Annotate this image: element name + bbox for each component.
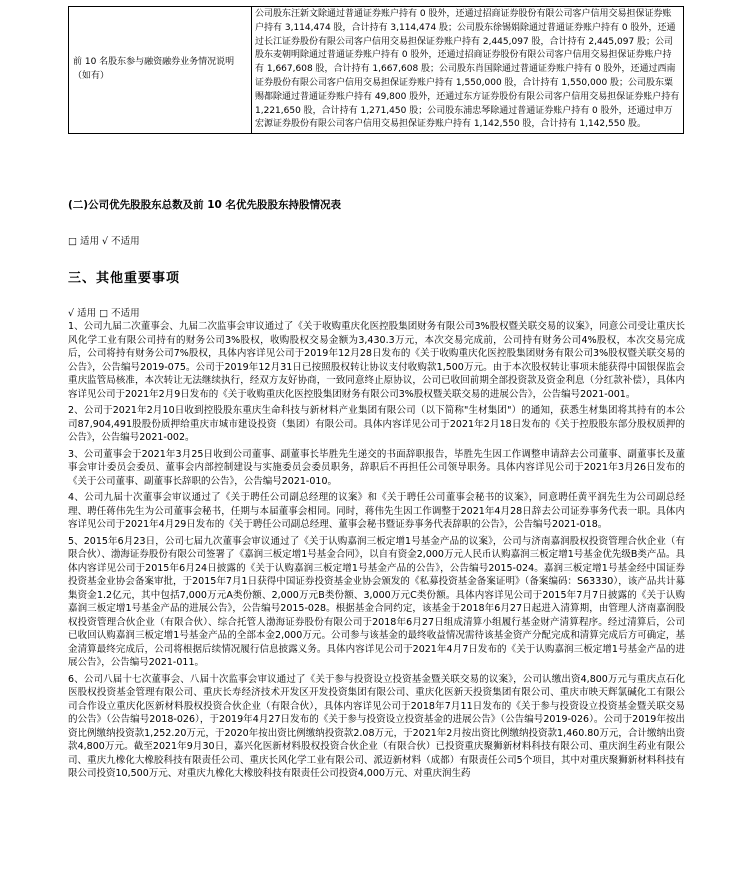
paragraph-5: 5、2015年6月23日，公司七届九次董事会审议通过了《关于认购嘉润三板定增1号基金产品的议案》，公司与济南嘉润股权投资管理合伙企业（有限合伙）、渤海证券股份有限公司签署了《嘉润三板定增1号基金合同》，以自有资金2,000万元人民币认购嘉润三板定增1号基金优先级B类产品。具体内容详见公司于2015年6月24日披露的《关于认购嘉润三板定增1号基金产品的公告》，公告编号2015-024。嘉润三板定增1号基金经中国证券投资基金业协会备案审批，于2015年7月1日获得中国证券投资基金业协会颁发的《私募投资基金备案证明》（备案编码：S63330），该产品共计募集资金1.2亿元，其中包括7,000万元A类份额、2,000万元B类份额、3,000万元C类份额。具体内容详见公司于2015年7月7日披露的《关于认购嘉润三板定增1号基金产品的进展公告》，公告编号2015-028。根据基金合同约定，该基金于2018年6月27日起进入清算期，由管理人济南嘉润股权投资管理合伙企业（有限合伙）、综合托管人渤海证券股份有限公司于2018年6月27日组成清算小组履行基金财产清算程序。经过清算后，公司已收回认购嘉润三板定增1号基金产品的全部本金2,000万元。公司参与该基金的最终收益情况需待该基金资产分配完成和清算完成后方可确定，基金清算最终完成后，公司将根据后续情况履行信息披露义务。具体内容详见公司于2021年4月7日发布的《关于认购嘉润三板定增1号基金产品的进展公告》，公告编号2021-011。 <box>68 535 685 668</box>
table-label-cell: 前 10 名股东参与融资融券业务情况说明（如有） <box>69 7 252 134</box>
paragraph-1: 1、公司九届二次董事会、九届二次监事会审议通过了《关于收购重庆化医控股集团财务有限公司3%股权暨关联交易的议案》，同意公司受让重庆长风化学工业有限公司持有的财务公司3%股权，收购股权交易金额为3,430.3万元，本次交易完成前，公司持有财务公司4%股权，本次交易完成后，公司将持有财务公司7%股权，具体内容详见公司于2019年12月28日发布的《关于收购重庆化医控股集团财务有限公司3%股权暨关联交易的公告》，公告编号2019-075。公司于2019年12月31日已按照股权转让协议支付收购款1,500万元。由于本次股权转让事项未能获得中国银保监会重庆监管局核准，本次转让无法继续执行，经双方友好协商，一致同意终止原协议，公司已收回前期全部投资款及资金利息（分红款补偿），具体内容详见公司于2021年2月9日发布的《关于收购重庆化医控股集团财务有限公司3%股权暨关联交易的进展公告》，公告编号2021-001。 <box>68 321 685 400</box>
other-matters-heading: 三、其他重要事项 <box>68 271 181 286</box>
table-value-cell: 公司股东汪新文除通过普通证券账户持有 0 股外，还通过招商证券股份有限公司客户信用交易担保证券账户持有 3,114,474 股，合计持有 3,114,474 股；公司股东徐锡娟除通过普通证券账户持有 0 股外，还通过长江证券股份有限公司客户信用交易担保证券账户持有 2,445,097 股，合计持有 2,445,097 股；公司股东麦朝明除通过普通证券账户持有 0 股外，还通过招商证券股份有限公司客户信用交易担保证券账户持有 1,667,608 股，合计持有 1,667,608 股；公司股东肖国除通过普通证券账户持有 0 股外，还通过西南证券股份有限公司客户信用交易担保证券账户持有 1,550,000 股，合计持有 1,550,000 股；公司股东粟赐都除通过普通证券账户持有 49,800 股外，还通过东方证券股份有限公司客户信用交易担保证券账户持有 1,221,650 股，合计持有 1,271,450 股；公司股东浦忠琴除通过普通证券账户持有 0 股外，还通过申万宏源证券股份有限公司客户信用交易担保证券账户持有 1,142,550 股，合计持有 1,142,550 股。 <box>252 7 684 134</box>
preferred-shareholders-applicability: □ 适用 √ 不适用 <box>68 236 140 247</box>
paragraph-4: 4、公司九届十次董事会审议通过了《关于聘任公司副总经理的议案》和《关于聘任公司董事会秘书的议案》，同意聘任黄平润先生为公司副总经理、聘任蒋伟先生为公司董事会秘书，任期与本届董事会相同。同时，蒋伟先生因工作调整于2021年4月28日辞去公司证券事务代表一职。具体内容详见公司于2021年4月29日发布的《关于聘任公司副总经理、董事会秘书暨证券事务代表辞职的公告》，公告编号2021-018。 <box>68 492 685 530</box>
table-row <box>69 7 684 134</box>
paragraph-3: 3、公司董事会于2021年3月25日收到公司董事、副董事长毕胜先生递交的书面辞职报告，毕胜先生因工作调整申请辞去公司董事、副董事长及董事会审计委员会委员、董事会内部控制建设与实施委员会委员职务，辞职后不再担任公司领导职务。具体内容详见公司于2021年3月26日发布的《关于公司董事、副董事长辞职的公告》，公告编号2021-010。 <box>68 448 685 487</box>
other-matters-applicability: √ 适用 □ 不适用 <box>68 308 140 319</box>
shareholder-margin-table <box>68 6 684 134</box>
preferred-shareholders-heading: (二)公司优先股股东总数及前 10 名优先股股东持股情况表 <box>68 199 342 211</box>
paragraph-2: 2、公司于2021年2月10日收到控股股东重庆生命科技与新材料产业集团有限公司（以下简称"生材集团"）的通知，获悉生材集团将其持有的本公司87,904,491股股份质押给重庆市城市建设投资（集团）有限公司。具体内容详见公司于2021年2月18日发布的《关于控股股东部分股权质押的公告》，公告编号2021-002。 <box>68 405 685 443</box>
other-matters-body <box>68 320 685 784</box>
paragraph-6: 6、公司八届十七次董事会、八届十次监事会审议通过了《关于参与投资设立投资基金暨关联交易的议案》，公司认缴出资4,800万元与重庆点石化医股权投资基金管理有限公司、重庆长寿经济技术开发区开发投资集团有限公司、重庆化医新天投资集团有限公司、重庆市映天辉氯碱化工有限公司合作设立重庆化医新材料股权投资合伙企业（有限合伙），具体内容详见公司于2018年7月11日发布的《关于参与投资设立投资基金暨关联交易的公告》（公告编号2018-026），于2019年4月27日发布的《关于参与投资设立投资基金的进展公告》（公告编号2019-026）。公司于2019年按出资比例缴纳投资款1,252.20万元，于2020年按出资比例缴纳投资款2.08万元，于2021年2月按出资比例缴纳投资款1,460.80万元，合计缴纳出资款4,800万元。截至2021年9月30日，嘉兴化医新材料股权投资合伙企业（有限合伙）已投资重庆聚狮新材料科技有限公司、重庆润生药业有限公司、重庆九橡化大橡胶科技有限责任公司、重庆长风化学工业有限公司、派迈新材料（成都）有限责任公司5个项目，其中对重庆聚狮新材料科技有限公司投资10,500万元、对重庆九橡化大橡胶科技有限责任公司投资4,000万元、对重庆润生药 <box>68 673 685 779</box>
